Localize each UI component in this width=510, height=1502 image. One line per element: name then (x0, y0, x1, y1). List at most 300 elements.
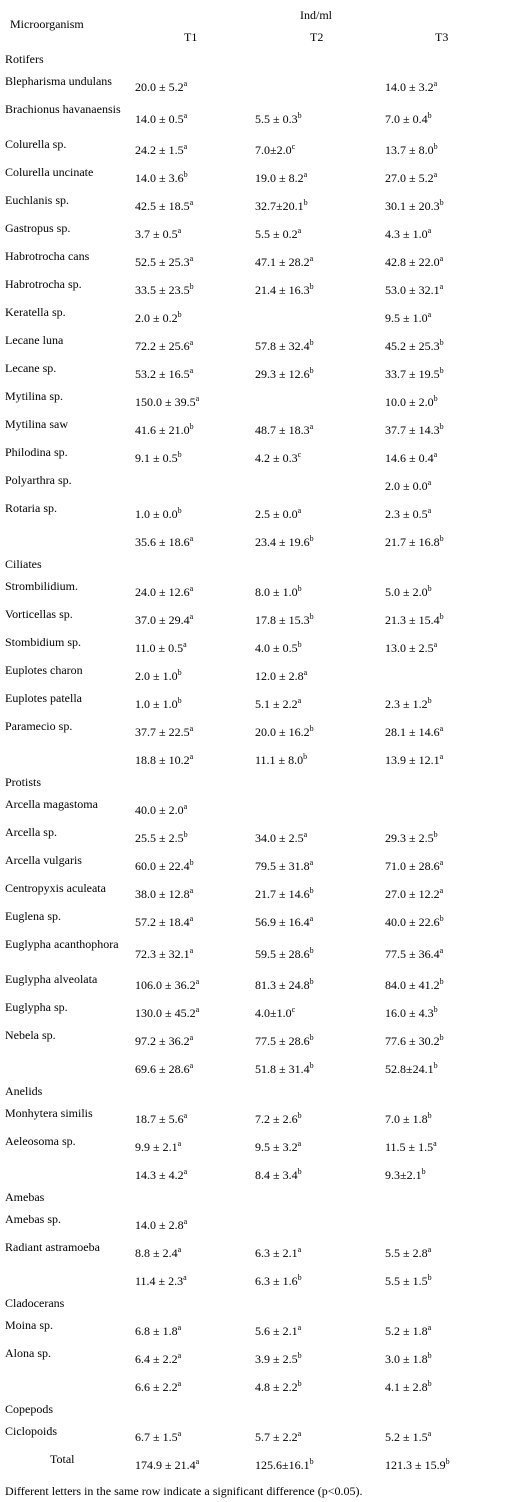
cell-t1 (135, 311, 182, 325)
significance-letter: a (297, 696, 302, 705)
significance-letter: b (177, 668, 182, 677)
cell-value: 40.0 ± 22.6 (385, 915, 440, 929)
cell-value: 45.2 ± 25.3 (385, 339, 440, 353)
significance-letter: a (183, 640, 187, 649)
cell-t3 (385, 255, 443, 269)
significance-letter: b (421, 1167, 426, 1176)
cell-t2 (255, 1352, 302, 1366)
significance-letter: a (189, 752, 194, 761)
cell-t2 (255, 753, 307, 767)
cell-t2 (255, 1274, 302, 1288)
significance-letter: a (189, 534, 194, 543)
cell-t1 (135, 1168, 187, 1182)
cell-value: 21.7 ± 16.8 (385, 535, 440, 549)
cell-t2 (255, 859, 313, 873)
cell-t1 (135, 423, 194, 437)
cell-value: 97.2 ± 36.2 (135, 1034, 190, 1048)
significance-letter: b (297, 1379, 302, 1388)
cell-t3 (385, 585, 432, 599)
cell-t3 (385, 1352, 432, 1366)
significance-letter: a (427, 1245, 432, 1254)
row-label: Mytilina saw (5, 417, 68, 431)
cell-value: 9.9 ± 2.1 (135, 1140, 178, 1154)
cell-value: 17.8 ± 15.3 (255, 613, 310, 627)
cell-t2 (255, 339, 314, 353)
cell-value: 14.0 ± 3.6 (135, 171, 184, 185)
significance-letter: b (439, 422, 444, 431)
significance-letter: a (183, 79, 188, 88)
significance-letter: a (303, 170, 308, 179)
cell-t2 (255, 1246, 301, 1260)
cell-value: 27.0 ± 5.2 (385, 171, 434, 185)
significance-letter: a (439, 946, 444, 955)
significance-letter: a (177, 1379, 182, 1388)
cell-t3 (385, 831, 438, 845)
cell-value: 6.4 ± 2.2 (135, 1352, 178, 1366)
significance-letter: a (183, 1167, 188, 1176)
cell-t2 (255, 535, 314, 549)
cell-t3 (385, 227, 431, 241)
significance-letter: b (309, 1457, 314, 1466)
row-label: Euchlanis sp. (5, 193, 69, 207)
cell-value: 84.0 ± 41.2 (385, 978, 440, 992)
cell-value: 53.2 ± 16.5 (135, 367, 190, 381)
cell-value: 25.5 ± 2.5 (135, 831, 184, 845)
cell-t2 (255, 143, 295, 157)
cell-value: 4.2 ± 0.3 (255, 451, 298, 465)
cell-value: 130.0 ± 45.2 (135, 1006, 196, 1020)
cell-t1 (135, 227, 181, 241)
significance-letter: a (297, 506, 302, 515)
cell-t1 (135, 697, 182, 711)
row-label: Colurella sp. (5, 137, 67, 151)
cell-value: 23.4 ± 19.6 (255, 535, 310, 549)
row-label: Monhytera similis (5, 1106, 93, 1120)
significance-letter: b (439, 366, 444, 375)
cell-t2 (255, 227, 301, 241)
cell-t1 (135, 1458, 199, 1472)
cell-value: 35.6 ± 18.6 (135, 535, 190, 549)
significance-letter: b (439, 1033, 444, 1042)
cell-value: 32.7±20.1 (255, 199, 304, 213)
cell-t1 (135, 1112, 187, 1126)
cell-value: 9.5 ± 3.2 (255, 1140, 298, 1154)
significance-letter: a (189, 584, 194, 593)
cell-t1 (135, 80, 187, 94)
cell-value: 69.6 ± 28.6 (135, 1062, 190, 1076)
significance-letter: b (439, 914, 444, 923)
significance-letter: a (427, 310, 432, 319)
cell-t2 (255, 697, 301, 711)
significance-letter: a (439, 858, 444, 867)
significance-letter: b (309, 612, 314, 621)
cell-t2 (255, 947, 314, 961)
cell-value: 37.0 ± 29.4 (135, 613, 190, 627)
cell-value: 2.3 ± 1.2 (385, 697, 428, 711)
significance-letter: a (189, 1033, 194, 1042)
cell-value: 1.0 ± 0.0 (135, 507, 178, 521)
cell-t1 (135, 1274, 187, 1288)
cell-value: 6.7 ± 1.5 (135, 1430, 178, 1444)
significance-letter: a (183, 1111, 188, 1120)
significance-letter: b (183, 830, 188, 839)
significance-letter: b (309, 282, 314, 291)
cell-t3 (385, 199, 444, 213)
significance-letter: a (189, 198, 194, 207)
cell-t2 (255, 1430, 301, 1444)
cell-value: 21.3 ± 15.4 (385, 613, 440, 627)
row-label: Habrotrocha cans (5, 249, 90, 263)
significance-letter: a (189, 366, 194, 375)
cell-t1 (135, 585, 193, 599)
significance-letter: b (309, 366, 314, 375)
cell-t1 (135, 1140, 181, 1154)
significance-letter: b (309, 338, 314, 347)
cell-value: 12.0 ± 2.8 (255, 669, 304, 683)
cell-value: 40.0 ± 2.0 (135, 803, 184, 817)
significance-letter: a (439, 254, 444, 263)
cell-value: 2.0 ± 0.2 (135, 311, 178, 325)
significance-letter: a (189, 1061, 194, 1070)
row-label: Alona sp. (5, 1346, 51, 1360)
cell-value: 7.0±2.0 (255, 143, 292, 157)
significance-letter: a (433, 1139, 437, 1148)
cell-value: 52.5 ± 25.3 (135, 255, 190, 269)
cell-t1 (135, 1380, 181, 1394)
cell-value: 11.4 ± 2.3 (135, 1274, 184, 1288)
significance-letter: a (439, 886, 444, 895)
cell-value: 53.0 ± 32.1 (385, 283, 440, 297)
cell-value: 77.5 ± 36.4 (385, 947, 440, 961)
row-label: Gastropus sp. (5, 221, 71, 235)
cell-t3 (385, 1274, 432, 1288)
cell-value: 5.2 ± 1.5 (385, 1430, 428, 1444)
cell-value: 125.6±16.1 (255, 1458, 310, 1472)
significance-letter: b (177, 310, 182, 319)
cell-t1 (135, 1062, 193, 1076)
significance-letter: b (189, 282, 194, 291)
cell-t3 (385, 753, 443, 767)
section-header: Rotifers (5, 52, 44, 66)
cell-t2 (255, 367, 314, 381)
row-label: Euglypha acanthophora (5, 937, 119, 951)
cell-value: 29.3 ± 12.6 (255, 367, 310, 381)
significance-letter: a (303, 668, 308, 677)
significance-letter: a (297, 1245, 302, 1254)
cell-value: 21.7 ± 14.6 (255, 887, 310, 901)
cell-value: 3.0 ± 1.8 (385, 1352, 428, 1366)
row-label: Rotaria sp. (5, 501, 57, 515)
row-label: Arcella sp. (5, 825, 57, 839)
cell-t1 (135, 831, 188, 845)
cell-value: 6.8 ± 1.8 (135, 1324, 178, 1338)
cell-t2 (255, 1324, 301, 1338)
significance-letter: b (309, 1061, 314, 1070)
cell-t3 (385, 1168, 426, 1182)
cell-value: 18.8 ± 10.2 (135, 753, 190, 767)
cell-value: 71.0 ± 28.6 (385, 859, 440, 873)
cell-value: 77.5 ± 28.6 (255, 1034, 310, 1048)
cell-value: 38.0 ± 12.8 (135, 887, 190, 901)
cell-t2 (255, 451, 301, 465)
significance-letter: a (177, 1245, 182, 1254)
significance-letter: b (189, 422, 194, 431)
significance-letter: a (427, 1323, 432, 1332)
cell-t3 (385, 1034, 444, 1048)
cell-value: 7.0 ± 1.8 (385, 1112, 428, 1126)
significance-letter: a (195, 394, 200, 403)
cell-value: 8.4 ± 3.4 (255, 1168, 298, 1182)
significance-letter: b (433, 142, 438, 151)
cell-t2 (255, 171, 307, 185)
row-label: Lecane luna (5, 333, 64, 347)
cell-t2 (255, 1112, 302, 1126)
cell-value: 3.7 ± 0.5 (135, 227, 178, 241)
row-label: Euglena sp. (5, 909, 61, 923)
row-label: Centropyxis aculeata (5, 881, 106, 895)
cell-t3 (385, 1430, 431, 1444)
cell-value: 14.6 ± 0.4 (385, 451, 434, 465)
significance-letter: b (433, 1005, 438, 1014)
significance-letter: b (439, 977, 444, 986)
cell-t1 (135, 535, 193, 549)
significance-letter: a (177, 1429, 182, 1438)
row-label: Arcella magastoma (5, 797, 98, 811)
significance-letter: b (297, 640, 302, 649)
cell-value: 33.7 ± 19.5 (385, 367, 440, 381)
row-label: Arcella vulgaris (5, 853, 82, 867)
cell-t3 (385, 112, 432, 126)
significance-letter: b (427, 696, 432, 705)
significance-letter: b (433, 830, 438, 839)
cell-t3 (385, 1062, 438, 1076)
significance-letter: a (433, 450, 438, 459)
row-label: Polyarthra sp. (5, 473, 72, 487)
cell-t3 (385, 339, 444, 353)
significance-letter: a (297, 1323, 302, 1332)
cell-value: 30.1 ± 20.3 (385, 199, 440, 213)
cell-value: 59.5 ± 28.6 (255, 947, 310, 961)
significance-letter: a (309, 254, 314, 263)
cell-t3 (385, 171, 437, 185)
cell-value: 77.6 ± 30.2 (385, 1034, 440, 1048)
cell-t1 (135, 915, 193, 929)
cell-value: 33.5 ± 23.5 (135, 283, 190, 297)
cell-t1 (135, 339, 193, 353)
cell-t2 (255, 423, 313, 437)
cell-value: 5.6 ± 2.1 (255, 1324, 298, 1338)
cell-t2 (255, 1140, 301, 1154)
cell-t3 (385, 859, 443, 873)
cell-value: 6.3 ± 2.1 (255, 1246, 298, 1260)
cell-value: 5.5 ± 0.2 (255, 227, 298, 241)
significance-letter: a (183, 142, 188, 151)
cell-value: 16.0 ± 4.3 (385, 1006, 434, 1020)
cell-t3 (385, 1006, 438, 1020)
column-header-t1: T1 (184, 30, 198, 44)
cell-value: 4.1 ± 2.8 (385, 1380, 428, 1394)
cell-value: 27.0 ± 12.2 (385, 887, 440, 901)
cell-t3 (385, 1112, 432, 1126)
significance-letter: b (309, 534, 314, 543)
significance-letter: a (189, 886, 194, 895)
cell-value: 14.0 ± 2.8 (135, 1218, 184, 1232)
row-label: Stombidium sp. (5, 635, 82, 649)
cell-t3 (385, 535, 444, 549)
cell-value: 48.7 ± 18.3 (255, 423, 310, 437)
cell-value: 14.3 ± 4.2 (135, 1168, 184, 1182)
significance-letter: c (297, 450, 302, 459)
cell-value: 42.8 ± 22.0 (385, 255, 440, 269)
cell-t1 (135, 1324, 181, 1338)
cell-value: 21.4 ± 16.3 (255, 283, 310, 297)
significance-letter: b (297, 1111, 302, 1120)
significance-letter: b (427, 1111, 432, 1120)
cell-t1 (135, 255, 193, 269)
cell-t2 (255, 112, 302, 126)
cell-t1 (135, 171, 188, 185)
cell-t3 (385, 613, 444, 627)
row-label: Blepharisma undulans (5, 74, 112, 88)
cell-value: 5.7 ± 2.2 (255, 1430, 298, 1444)
cell-value: 41.6 ± 21.0 (135, 423, 190, 437)
cell-value: 5.5 ± 2.8 (385, 1246, 428, 1260)
cell-t1 (135, 978, 199, 992)
cell-t2 (255, 283, 314, 297)
significance-letter: a (427, 506, 432, 515)
cell-t2 (255, 613, 314, 627)
significance-letter: a (195, 1457, 200, 1466)
cell-value: 57.8 ± 32.4 (255, 339, 310, 353)
cell-t3 (385, 641, 437, 655)
cell-t3 (385, 80, 437, 94)
cell-t1 (135, 283, 194, 297)
cell-value: 2.3 ± 0.5 (385, 507, 428, 521)
cell-t3 (385, 1380, 432, 1394)
cell-value: 8.8 ± 2.4 (135, 1246, 178, 1260)
cell-t3 (385, 1458, 450, 1472)
row-label: Nebela sp. (5, 1028, 56, 1042)
section-header: Copepods (5, 1402, 53, 1416)
cell-t3 (385, 947, 443, 961)
cell-value: 13.7 ± 8.0 (385, 143, 434, 157)
significance-letter: a (189, 946, 194, 955)
cell-t2 (255, 255, 313, 269)
cell-value: 3.9 ± 2.5 (255, 1352, 298, 1366)
section-header: Cladocerans (5, 1296, 65, 1310)
footnote: Different letters in the same row indicate a significant difference (p<0.05). (5, 1484, 363, 1498)
significance-letter: a (309, 858, 314, 867)
cell-t3 (385, 1140, 437, 1154)
significance-letter: a (195, 1005, 200, 1014)
cell-t3 (385, 143, 438, 157)
significance-letter: b (433, 1061, 438, 1070)
significance-letter: c (291, 1005, 296, 1014)
row-label: Lecane sp. (5, 361, 57, 375)
significance-letter: a (427, 478, 432, 487)
significance-letter: b (427, 111, 432, 120)
row-label: Ciclopoids (5, 1424, 58, 1438)
significance-letter: a (439, 282, 444, 291)
cell-t1 (135, 143, 187, 157)
row-label: Brachionus havanaensis (5, 102, 121, 116)
unit-header: Ind/ml (300, 8, 332, 22)
row-label: Aeleosoma sp. (5, 1134, 76, 1148)
significance-letter: a (297, 1139, 302, 1148)
section-header: Protists (5, 775, 42, 789)
cell-t2 (255, 915, 313, 929)
cell-t1 (135, 803, 187, 817)
cell-value: 4.0 ± 0.5 (255, 641, 298, 655)
cell-value: 1.0 ± 1.0 (135, 697, 178, 711)
cell-t1 (135, 947, 193, 961)
cell-value: 11.1 ± 8.0 (255, 753, 304, 767)
significance-letter: b (439, 338, 444, 347)
significance-letter: a (439, 724, 444, 733)
cell-value: 121.3 ± 15.9 (385, 1458, 446, 1472)
column-header-t2: T2 (310, 30, 324, 44)
significance-letter: a (183, 1217, 188, 1226)
cell-t1 (135, 753, 193, 767)
cell-value: 2.5 ± 0.0 (255, 507, 298, 521)
cell-value: 81.3 ± 24.8 (255, 978, 310, 992)
cell-t2 (255, 1062, 314, 1076)
significance-letter: a (195, 977, 200, 986)
cell-t3 (385, 283, 443, 297)
cell-value: 11.5 ± 1.5 (385, 1140, 434, 1154)
row-label: Radiant astramoeba (5, 1240, 100, 1254)
cell-t2 (255, 199, 308, 213)
cell-value: 29.3 ± 2.5 (385, 831, 434, 845)
significance-letter: b (445, 1457, 450, 1466)
cell-t3 (385, 451, 437, 465)
row-label: Colurella uncinate (5, 165, 94, 179)
cell-value: 14.0 ± 3.2 (385, 80, 434, 94)
significance-letter: b (309, 1033, 314, 1042)
cell-value: 4.0±1.0 (255, 1006, 292, 1020)
significance-letter: b (303, 198, 308, 207)
significance-letter: b (189, 858, 194, 867)
cell-value: 10.0 ± 2.0 (385, 395, 434, 409)
significance-letter: b (177, 696, 182, 705)
cell-t1 (135, 112, 187, 126)
cell-t1 (135, 725, 193, 739)
cell-t3 (385, 367, 444, 381)
cell-value: 37.7 ± 14.3 (385, 423, 440, 437)
cell-t1 (135, 1006, 199, 1020)
cell-t1 (135, 887, 193, 901)
cell-value: 47.1 ± 28.2 (255, 255, 310, 269)
cell-t3 (385, 697, 432, 711)
cell-value: 5.2 ± 1.8 (385, 1324, 428, 1338)
significance-letter: a (297, 226, 302, 235)
cell-value: 34.0 ± 2.5 (255, 831, 304, 845)
cell-value: 20.0 ± 16.2 (255, 725, 310, 739)
cell-value: 57.2 ± 18.4 (135, 915, 190, 929)
cell-value: 37.7 ± 22.5 (135, 725, 190, 739)
cell-t3 (385, 915, 444, 929)
cell-t3 (385, 507, 431, 521)
cell-value: 24.2 ± 1.5 (135, 143, 184, 157)
cell-value: 28.1 ± 14.6 (385, 725, 440, 739)
significance-letter: a (427, 1429, 432, 1438)
cell-value: 2.0 ± 1.0 (135, 669, 178, 683)
section-header: Amebas (5, 1190, 45, 1204)
cell-t2 (255, 1458, 314, 1472)
cell-value: 9.1 ± 0.5 (135, 451, 178, 465)
cell-value: 52.8±24.1 (385, 1062, 434, 1076)
cell-t1 (135, 367, 193, 381)
